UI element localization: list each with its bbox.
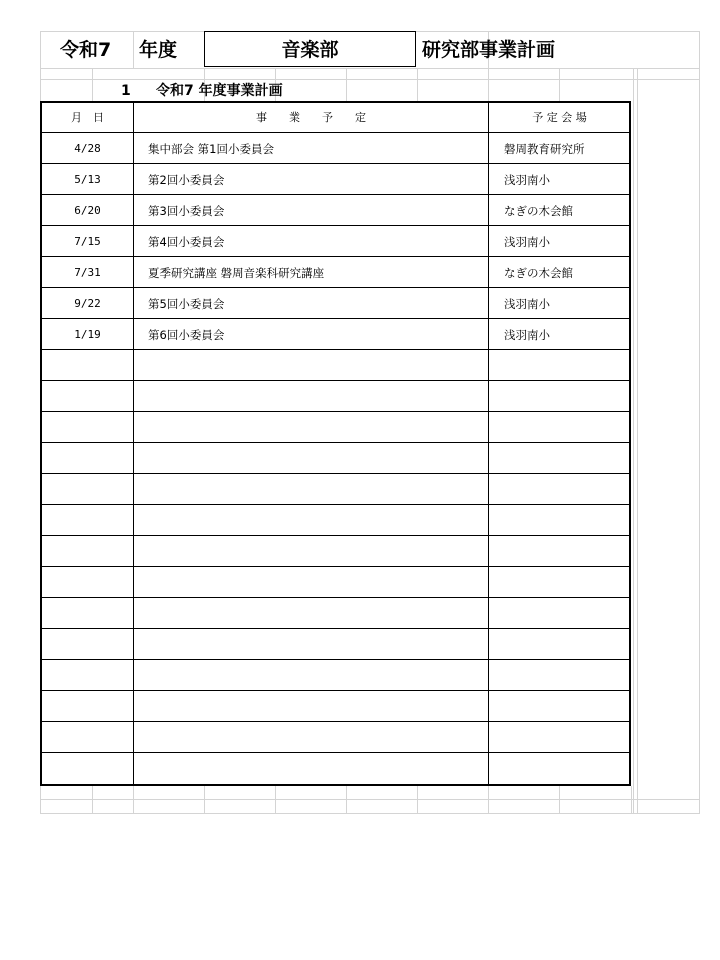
header-venue: 予 定 会 場 (532, 111, 587, 124)
grid-line (488, 786, 489, 814)
header-date: 月 日 (71, 111, 104, 124)
grid-line (40, 799, 700, 800)
col-divider (488, 101, 489, 786)
grid-line (275, 786, 276, 814)
grid-line (40, 813, 700, 814)
row-venue: 浅羽南小 (504, 173, 550, 187)
title-suffix: 研究部事業計画 (422, 39, 556, 61)
section-label: 令和7 年度事業計画 (156, 83, 283, 99)
row-venue: なぎの木会館 (504, 266, 573, 280)
row-plan: 第6回小委員会 (148, 328, 225, 342)
row-date: 5/13 (74, 173, 101, 186)
grid-line (633, 68, 634, 814)
row-venue: なぎの木会館 (504, 204, 573, 218)
row-plan: 第5回小委員会 (148, 297, 225, 311)
row-separator (40, 566, 631, 567)
grid-line (631, 786, 632, 814)
grid-line (559, 786, 560, 814)
row-separator (40, 380, 631, 381)
row-separator (40, 721, 631, 722)
grid-line (40, 68, 700, 69)
title-department: 音楽部 (281, 39, 339, 61)
row-separator (40, 597, 631, 598)
row-plan: 集中部会 第1回小委員会 (148, 142, 274, 156)
grid-line (204, 786, 205, 814)
row-separator (40, 690, 631, 691)
row-separator (40, 411, 631, 412)
col-divider (133, 101, 134, 786)
row-date: 1/19 (74, 328, 101, 341)
grid-line (92, 786, 93, 814)
grid-line (133, 31, 134, 68)
grid-line (92, 68, 93, 101)
grid-line (133, 786, 134, 814)
row-plan: 第3回小委員会 (148, 204, 225, 218)
row-date: 9/22 (74, 297, 101, 310)
row-plan: 夏季研究講座 磐周音楽科研究講座 (148, 266, 325, 280)
row-venue: 磐周教育研究所 (504, 142, 585, 156)
row-date: 7/15 (74, 235, 101, 248)
row-venue: 浅羽南小 (504, 328, 550, 342)
row-date: 4/28 (74, 142, 101, 155)
row-separator (40, 535, 631, 536)
row-separator (40, 473, 631, 474)
grid-line (559, 68, 560, 101)
header-plan: 事 業 予 定 (256, 111, 366, 124)
title-nendo: 年度 (139, 39, 178, 61)
row-separator (40, 752, 631, 753)
row-plan: 第4回小委員会 (148, 235, 225, 249)
grid-line (346, 68, 347, 101)
grid-line (699, 31, 700, 814)
grid-line (346, 786, 347, 814)
title-era-year: 令和7 (60, 39, 112, 61)
row-plan: 第2回小委員会 (148, 173, 225, 187)
row-date: 7/31 (74, 266, 101, 279)
section-number: 1 (121, 83, 131, 99)
row-separator (40, 504, 631, 505)
row-venue: 浅羽南小 (504, 235, 550, 249)
row-separator (40, 132, 631, 133)
row-venue: 浅羽南小 (504, 297, 550, 311)
row-separator (40, 628, 631, 629)
grid-line (417, 786, 418, 814)
row-separator (40, 442, 631, 443)
row-separator (40, 659, 631, 660)
grid-line (40, 79, 700, 80)
grid-line (488, 68, 489, 101)
grid-line (417, 68, 418, 101)
grid-line (637, 68, 638, 814)
row-date: 6/20 (74, 204, 101, 217)
